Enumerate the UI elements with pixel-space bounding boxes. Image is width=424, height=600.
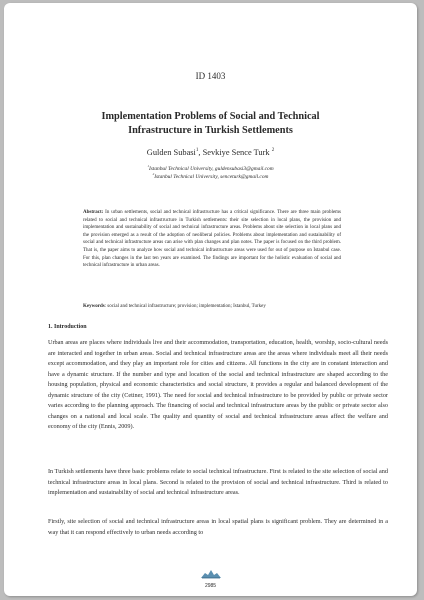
paper-id: ID 1403: [195, 71, 226, 81]
keywords-label: Keywords: [83, 304, 105, 309]
affiliation-2: [4, 173, 417, 181]
body-paragraph-1: Urban areas are places where individuals live and their accommodation, transportation, education, health, worship, socio-cultural needs are interacted and together in urban areas. Social and technical infrastructure areas are the areas where individuals meet all their needs except accommodation, and they play an important role for cities and citizens. All functions in the city are in constant interaction and have a dynamic structure. If the number and type and location of the social and technical infrastructure are shaped according to the housing population, physical and economic characteristics and social structure, it provides a regular and balanced development of the dynamic structure of the city (Cetiner, 1991). The need for social and technical infrastructure to be provided by public or private sector varies according to the planning approach. The financing of social and technical infrastructure areas by the public or private sector also changes on a national and local scale. The quality and quantity of social and technical infrastructure areas affect the welfare and economy of the city (Ennis, 2009).: [48, 339, 388, 431]
affiliation-1: [4, 165, 417, 173]
affiliation-1-text: Istanbul Technical University, guldensubasi3@gmail.com: [148, 166, 274, 172]
author-1-sup: 1: [195, 148, 199, 154]
affiliation-2-sup: 2: [152, 172, 155, 177]
paper-page: [4, 3, 417, 596]
page-number: 2985: [204, 583, 217, 589]
title-line-2: Infrastructure in Turkish Settlements: [128, 125, 293, 136]
abstract-text: In urban settlements, social and technical infrastructure has a critical significance. There are three main problems related to social and technical infrastructure in Turkish settlements: their site selection in local plans, the provision and implementation and sustainability of social and technical infrastructure areas. Problems about site selection in local plans and the provision emerged as a result of the adoption of neoliberal policies. Problems about implementation and sustainability of social and technical infrastructure areas can arise with plan changes and plan notes. The paper is focused on the third problem. That is, the paper aims to analyze how social and technical infrastructure areas were used for out of purpose on Istanbul case. For this, plan changes in the last ten years are examined. The findings are important for the holistic evaluation of social and technical infrastructure in urban areas.: [83, 210, 341, 269]
author-separator: ,: [198, 148, 203, 157]
conference-logo-icon: [199, 567, 223, 579]
body-paragraph-2: In Turkish settlements have three basic problems relate to social technical infrastructure. First is related to the site selection of social and technical infrastructure areas in local plans. Second is related to the provision of social and technical infrastructure. Third is related to implementation and sustainability of social and technical infrastructure areas.: [48, 468, 388, 497]
author-2: Sevkiye Sence Turk: [202, 148, 270, 157]
author-1: Gulden Subasi: [146, 148, 196, 157]
author-list: [4, 148, 417, 157]
title-line-1: Implementation Problems of Social and Technical: [101, 111, 320, 122]
paper-title: [4, 110, 417, 138]
abstract: [83, 209, 341, 270]
affiliation-1-sup: 1: [147, 164, 149, 169]
abstract-label: Abstract:: [83, 210, 104, 215]
affiliation-2-text: Istanbul Technical University, senceturk@gmail.com: [154, 174, 269, 180]
body-paragraph-3: Firstly, site selection of social and technical infrastructure areas in local spatial plans is significant problem. They are determined in a way that it can respond effectively to urban needs according to: [48, 518, 388, 536]
keywords-text: : social and technical infrastructure; provision; implementation; Istanbul, Turkey: [104, 304, 266, 309]
keywords: [83, 303, 341, 310]
author-2-sup: 2: [271, 148, 275, 154]
section-heading: 1. Introduction: [48, 324, 87, 330]
